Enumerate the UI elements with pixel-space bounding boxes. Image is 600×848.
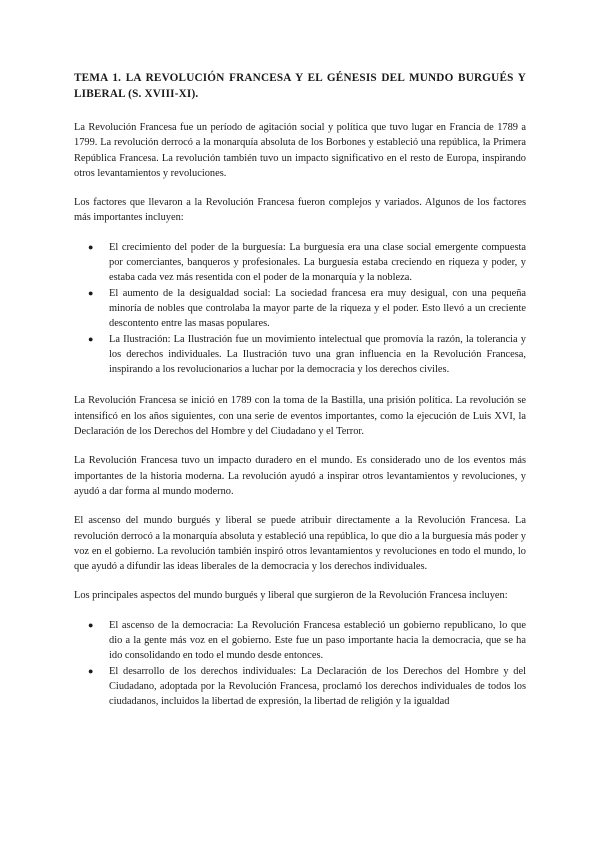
list-item	[74, 664, 526, 710]
bullet-icon: ●	[88, 333, 94, 344]
paragraph-factors-lead: Los factores que llevaron a la Revolución Francesa fueron complejos y variados. Algunos de los factores más importantes incluyen:	[74, 197, 526, 224]
paragraph-bourgeois-rise: El ascenso del mundo burgués y liberal se puede atribuir directamente a la Revolución Francesa. La revolución derrocó a la monarquía absoluta y estableció una república, lo que dio a la burguesía más poder y voz en el gobierno. La revolución también inspiró otros levantamientos y revoluciones en todo el mundo, lo que ayudó a difundir las ideas liberales de la democracia y los derechos individuales.	[74, 515, 526, 573]
paragraph-aspects-lead: Los principales aspectos del mundo burgués y liberal que surgieron de la Revolución Francesa incluyen:	[74, 590, 508, 602]
list-item	[74, 286, 526, 332]
document-page	[74, 70, 526, 726]
paragraph-events: La Revolución Francesa se inició en 1789 con la toma de la Bastilla, una prisión política. La revolución se intensificó en los años siguientes, con una serie de eventos importantes, como la ejecución de Luis XVI, la Declaración de los Derechos del Hombre y del Ciudadano y el Terror.	[74, 395, 526, 438]
list-item-text: El aumento de la desigualdad social: La sociedad francesa era muy desigual, con una pequeña minoría de nobles que controlaba la mayor parte de la riqueza y el poder. Esto llevó a un creciente descontento entre las masas populares.	[109, 287, 526, 330]
aspects-list	[74, 618, 526, 710]
paragraph-intro: La Revolución Francesa fue un período de agitación social y política que tuvo lugar en Francia de 1789 a 1799. La revolución derrocó a la monarquía absoluta de los Borbones y estableció una república, la Primera República Francesa. La revolución también tuvo un impacto significativo en el resto de Europa, inspirando otros levantamientos y revoluciones.	[74, 122, 526, 179]
list-item	[74, 240, 526, 286]
list-item	[74, 618, 526, 664]
bullet-icon: ●	[88, 287, 94, 298]
paragraph-impact: La Revolución Francesa tuvo un impacto duradero en el mundo. Es considerado uno de los eventos más importantes de la historia moderna. La revolución ayudó a inspirar otros levantamientos y revoluciones, y ayudó a dar forma al mundo moderno.	[74, 455, 526, 497]
factors-list	[74, 240, 526, 378]
list-item-text: La Ilustración: La Ilustración fue un movimiento intelectual que promovía la razón, la tolerancia y los derechos individuales. La Ilustración tuvo una gran influencia en la Revolución Francesa, inspirando a los revolucionarios a luchar por la democracia y los derechos civiles.	[109, 333, 526, 376]
document-title: TEMA 1. LA REVOLUCIÓN FRANCESA Y EL GÉNESIS DEL MUNDO BURGUÉS Y LIBERAL (S. XVIII-XI).	[74, 72, 526, 100]
list-item	[74, 332, 526, 378]
bullet-icon: ●	[88, 241, 94, 252]
bullet-icon: ●	[88, 619, 94, 630]
list-item-text: El crecimiento del poder de la burguesía: La burguesía era una clase social emergente compuesta por comerciantes, banqueros y profesionales. La burguesía estaba creciendo en riqueza y poder, y estaba cada vez más resentida con el poder de la monarquía y la nobleza.	[109, 241, 526, 284]
list-item-text: El ascenso de la democracia: La Revolución Francesa estableció un gobierno republicano, lo que dio a la gente más voz en el gobierno. Este fue un paso importante hacia la democracia, que se ha ido consolidando en todo el mundo desde entonces.	[109, 619, 526, 662]
list-item-text: El desarrollo de los derechos individuales: La Declaración de los Derechos del Hombre y del Ciudadano, adoptada por la Revolución Francesa, proclamó los derechos individuales de todos los ciudadanos, incluidos la libertad de expresión, la libertad de religión y la igualdad	[109, 665, 526, 708]
bullet-icon: ●	[88, 665, 94, 676]
